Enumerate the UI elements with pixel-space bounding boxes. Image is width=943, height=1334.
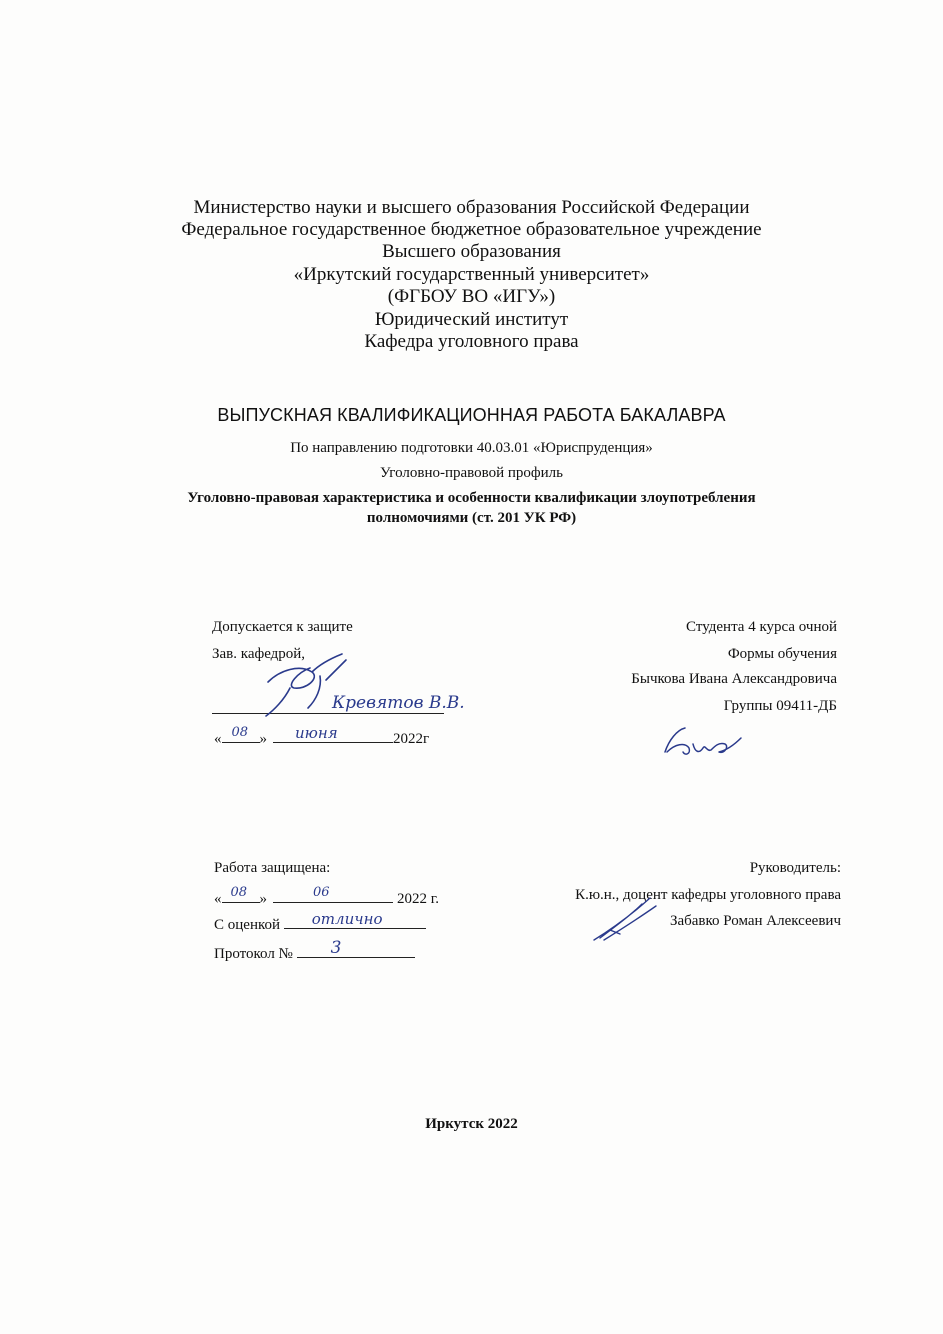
supervisor-signature <box>590 890 660 945</box>
defense-label: Работа защищена: <box>214 860 331 876</box>
student-name: Бычкова Ивана Александровича <box>631 671 837 687</box>
defense-date-day: 08 <box>230 885 248 900</box>
university-name: «Иркутский государственный университет» <box>293 264 650 285</box>
city-year: Иркутск 2022 <box>425 1116 518 1132</box>
protocol-value: 3 <box>330 938 342 958</box>
topic-line-1: Уголовно-правовая характеристика и особенности квалификации злоупотребления <box>187 490 756 506</box>
supervisor-label: Руководитель: <box>749 860 841 876</box>
student-course: Студента 4 курса очной <box>686 619 837 635</box>
student-study-form: Формы обучения <box>727 646 837 662</box>
student-group: Группы 09411-ДБ <box>723 698 837 714</box>
protocol-label: Протокол № <box>214 946 293 962</box>
institute-name: Юридический институт <box>374 309 569 330</box>
institution-type-line: Федеральное государственное бюджетное образовательное учреждение <box>181 219 762 240</box>
protocol-row <box>214 938 415 963</box>
profile-line: Уголовно-правовой профиль <box>380 465 563 481</box>
grade-value: отлично <box>311 910 383 928</box>
work-type-title: ВЫПУСКНАЯ КВАЛИФИКАЦИОННАЯ РАБОТА БАКАЛАВРА <box>217 405 726 425</box>
defense-date-month: 06 <box>313 885 330 900</box>
topic-line-2: полномочиями (ст. 201 УК РФ) <box>366 510 577 526</box>
admission-date: « 08 » июня 2022г <box>214 724 430 747</box>
department-name: Кафедра уголовного права <box>364 331 579 352</box>
admission-label: Допускается к защите <box>212 619 353 635</box>
head-handwritten-name: Кревятов В.В. <box>332 693 465 713</box>
grade-row <box>214 912 426 934</box>
admission-date-day: 08 <box>231 725 249 740</box>
university-abbrev: (ФГБОУ ВО «ИГУ») <box>387 286 556 307</box>
education-level-line: Высшего образования <box>382 241 561 262</box>
student-signature <box>655 722 745 767</box>
head-of-department-label: Зав. кафедрой, <box>212 646 306 662</box>
direction-line: По направлению подготовки 40.03.01 «Юриспруденция» <box>290 440 653 456</box>
ministry-line: Министерство науки и высшего образования Российской Федерации <box>193 197 750 218</box>
defense-date-year: 2022 г. <box>397 891 439 907</box>
admission-date-month: июня <box>295 724 338 742</box>
grade-label: С оценкой <box>214 917 281 933</box>
supervisor-position: К.ю.н., доцент кафедры уголовного права <box>575 887 841 903</box>
defense-date: « 08 » 06 2022 г. <box>214 885 439 907</box>
supervisor-name: Забавко Роман Алексеевич <box>669 913 841 929</box>
admission-date-year: 2022г <box>393 731 430 747</box>
head-signature <box>250 650 360 722</box>
